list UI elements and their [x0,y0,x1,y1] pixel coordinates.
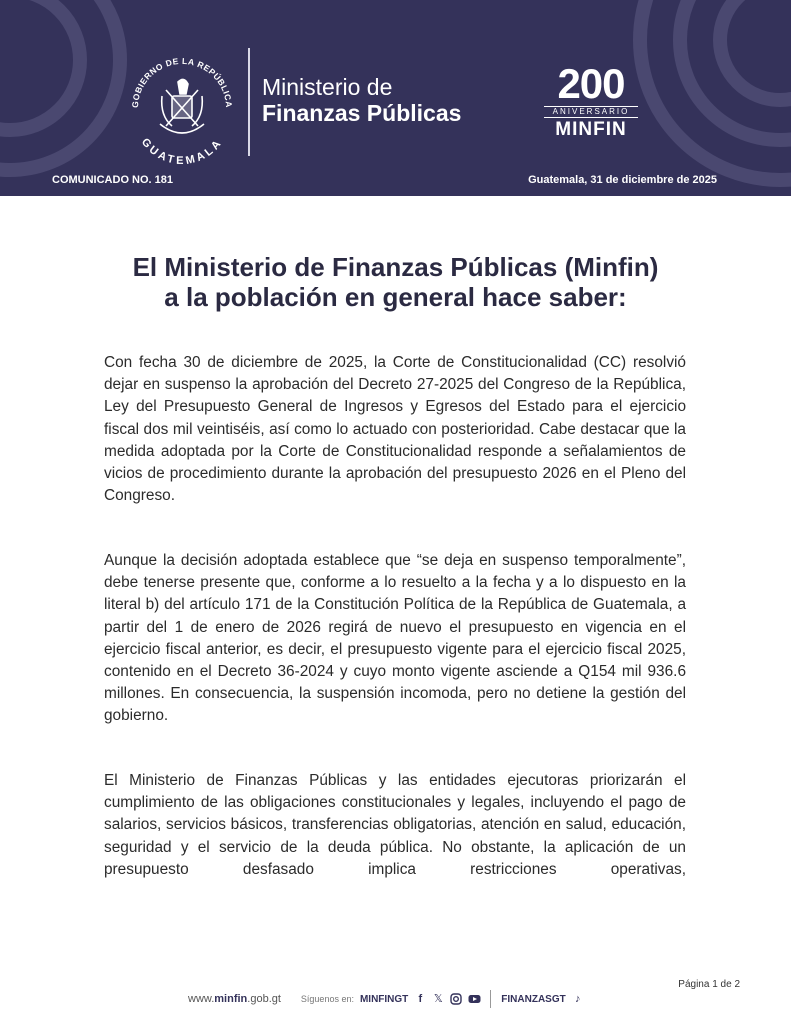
seal-bottom-text: GUATEMALA [138,136,226,168]
website-suffix: .gob.gt [247,993,281,1005]
website-brand: minfin [214,993,248,1005]
seal-top-text: GOBIERNO DE LA REPÚBLICA [129,55,235,109]
footer [188,989,584,1009]
social-handle-main[interactable]: MINFINGT [359,993,409,1005]
title-line2: a la población en general hace saber: [164,282,627,312]
anniversary-label: ANIVERSARIO [544,106,638,118]
title-line1: El Ministerio de Finanzas Públicas (Minfin) [132,252,659,282]
facebook-icon[interactable]: f [418,993,423,1005]
instagram-icon[interactable] [450,993,462,1005]
x-icon[interactable]: 𝕏 [433,993,443,1005]
ministry-logo-text [262,74,461,126]
website-link[interactable] [188,993,281,1005]
svg-text:GUATEMALA [139,136,225,167]
tiktok-icon[interactable]: ♪ [575,993,581,1005]
coat-of-arms-icon [160,79,204,133]
paragraph-3: El Ministerio de Finanzas Públicas y las entidades ejecutoras priorizarán el cumplimiento de las obligaciones constitucionales y legales, incluyendo el pago de salarios, servicios básicos, transferencias obligatorias, atención en salud, educación, seguridad y el servicio de la deuda pública. No obstante, la aplicación de un presupuesto desfasado implica restricciones operativas, [104,772,686,878]
page-number: Página 1 de 2 [678,979,740,990]
website-prefix: www. [188,993,215,1005]
paragraph-1: Con fecha 30 de diciembre de 2025, la Corte de Constitucionalidad (CC) resolvió dejar en suspenso la aprobación del Decreto 27-2025 del Congreso de la República, Ley del Presupuesto General de Ingresos y Egresos del Estado para el ejercicio fiscal dos mil veintiséis, así como lo actuado con posterioridad. Cabe destacar que la medida adoptada por la Corte de Constitucionalidad responde a señalamientos de vicios de procedimiento durante la aprobación del presupuesto 2026 en el Pleno del Congreso. [104,354,686,505]
follow-label: Síguenos en: [300,994,354,1004]
youtube-icon[interactable] [468,993,480,1005]
guatemala-seal [120,46,244,170]
anniversary-logo [536,60,646,144]
anniversary-brand: MINFIN [555,119,627,140]
social-handle-tiktok[interactable]: FINANZASGT [501,993,566,1005]
footer-divider [490,990,491,1008]
ministry-line2: Finanzas Públicas [262,100,462,126]
header-divider [248,48,250,156]
header-banner [0,0,791,196]
ministry-line1: Ministerio de [262,74,393,100]
page-title [60,252,731,312]
anniversary-number: 200 [557,60,625,107]
paragraph-2: Aunque la decisión adoptada establece que “se deja en suspenso temporalmente”, debe tenerse presente que, conforme a lo resuelto a la fecha y a lo dispuesto en la literal b) del artículo 171 de la Constitución Política de la República de Guatemala, a partir del 1 de enero de 2026 regirá de nuevo el presupuesto en vigencia en el ejercicio fiscal anterior, es decir, el presupuesto vigente para el ejercicio fiscal 2025, contenido en el Decreto 36-2024 y cuyo monto vigente asciende a Q154 mil 936.6 millones. En consecuencia, la suspensión incomoda, pero no detiene la gestión del gobierno. [104,552,686,725]
communique-number: COMUNICADO NO. 181 [52,174,174,186]
communique-date: Guatemala, 31 de diciembre de 2025 [528,174,717,186]
